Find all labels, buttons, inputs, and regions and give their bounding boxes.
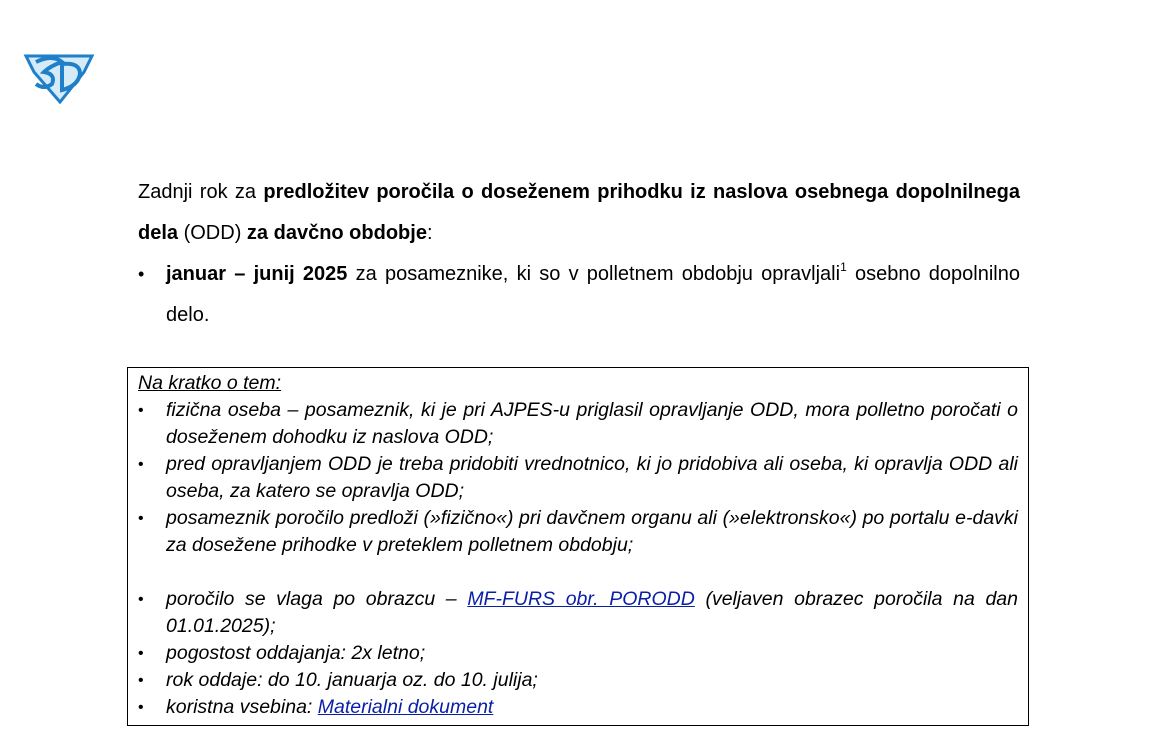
intro-bold-subject: predložitev poročila o doseženem prihodku iz naslova osebnega dopolnilnega dela [138, 181, 1020, 244]
summary-list-2 [138, 586, 1018, 721]
list-item: • pred opravljanjem ODD je treba pridobiti vrednotnico, ki jo pridobiva ali oseba, ki opravlja ODD ali oseba, za katero se opravlja ODD; [138, 451, 1018, 505]
intro-bullets [138, 254, 1020, 336]
list-item: • rok oddaje: do 10. januarja oz. do 10. julija; [138, 667, 1018, 694]
list-item: • pogostost oddajanja: 2x letno; [138, 640, 1018, 667]
period-range: januar – junij 2025 [166, 263, 348, 285]
intro-text: Zadnji rok za [138, 181, 264, 203]
intro-colon: : [426, 222, 433, 244]
list-item: • fizična oseba – posameznik, ki je pri AJPES-u priglasil opravljanje ODD, mora polletno poročati o doseženem dohodku iz naslova ODD; [138, 397, 1018, 451]
intro-bullet-item [138, 254, 1020, 336]
useful-text: koristna vsebina: [166, 696, 318, 718]
footnote-marker[interactable]: 1 [840, 260, 847, 274]
list-item: • posameznik poročilo predloži (»fizično«) pri davčnem organu ali (»elektronsko«) po portalu e-davki za dosežene prihodke v preteklem polletnem obdobju; [138, 505, 1018, 559]
form-text: poročilo se vlaga po obrazcu – [166, 588, 468, 610]
summary-box [127, 367, 1029, 726]
form-text-end: (veljaven obrazec poročila na dan 01.01.2025); [166, 588, 1018, 637]
summary-list [138, 397, 1018, 559]
bullet-text: za posameznike, ki so v polletnem obdobju opravljali [347, 263, 841, 285]
summary-heading: Na kratko o tem: [138, 372, 282, 394]
intro-paragraph [138, 172, 1020, 254]
list-item-form [138, 586, 1018, 640]
intro-bold-period: za davčno obdobje [246, 222, 427, 244]
intro-section [138, 172, 1020, 336]
intro-text-odd: (ODD) [178, 222, 247, 244]
material-document-link[interactable]: Materialni dokument [317, 696, 494, 718]
porodd-form-link[interactable]: MF-FURS obr. PORODD [467, 588, 695, 610]
sd-shield-logo [22, 50, 96, 104]
spacer [138, 559, 1018, 586]
list-item-useful [138, 694, 1018, 721]
bullet-text-end: osebno dopolnilno delo. [166, 263, 1020, 326]
